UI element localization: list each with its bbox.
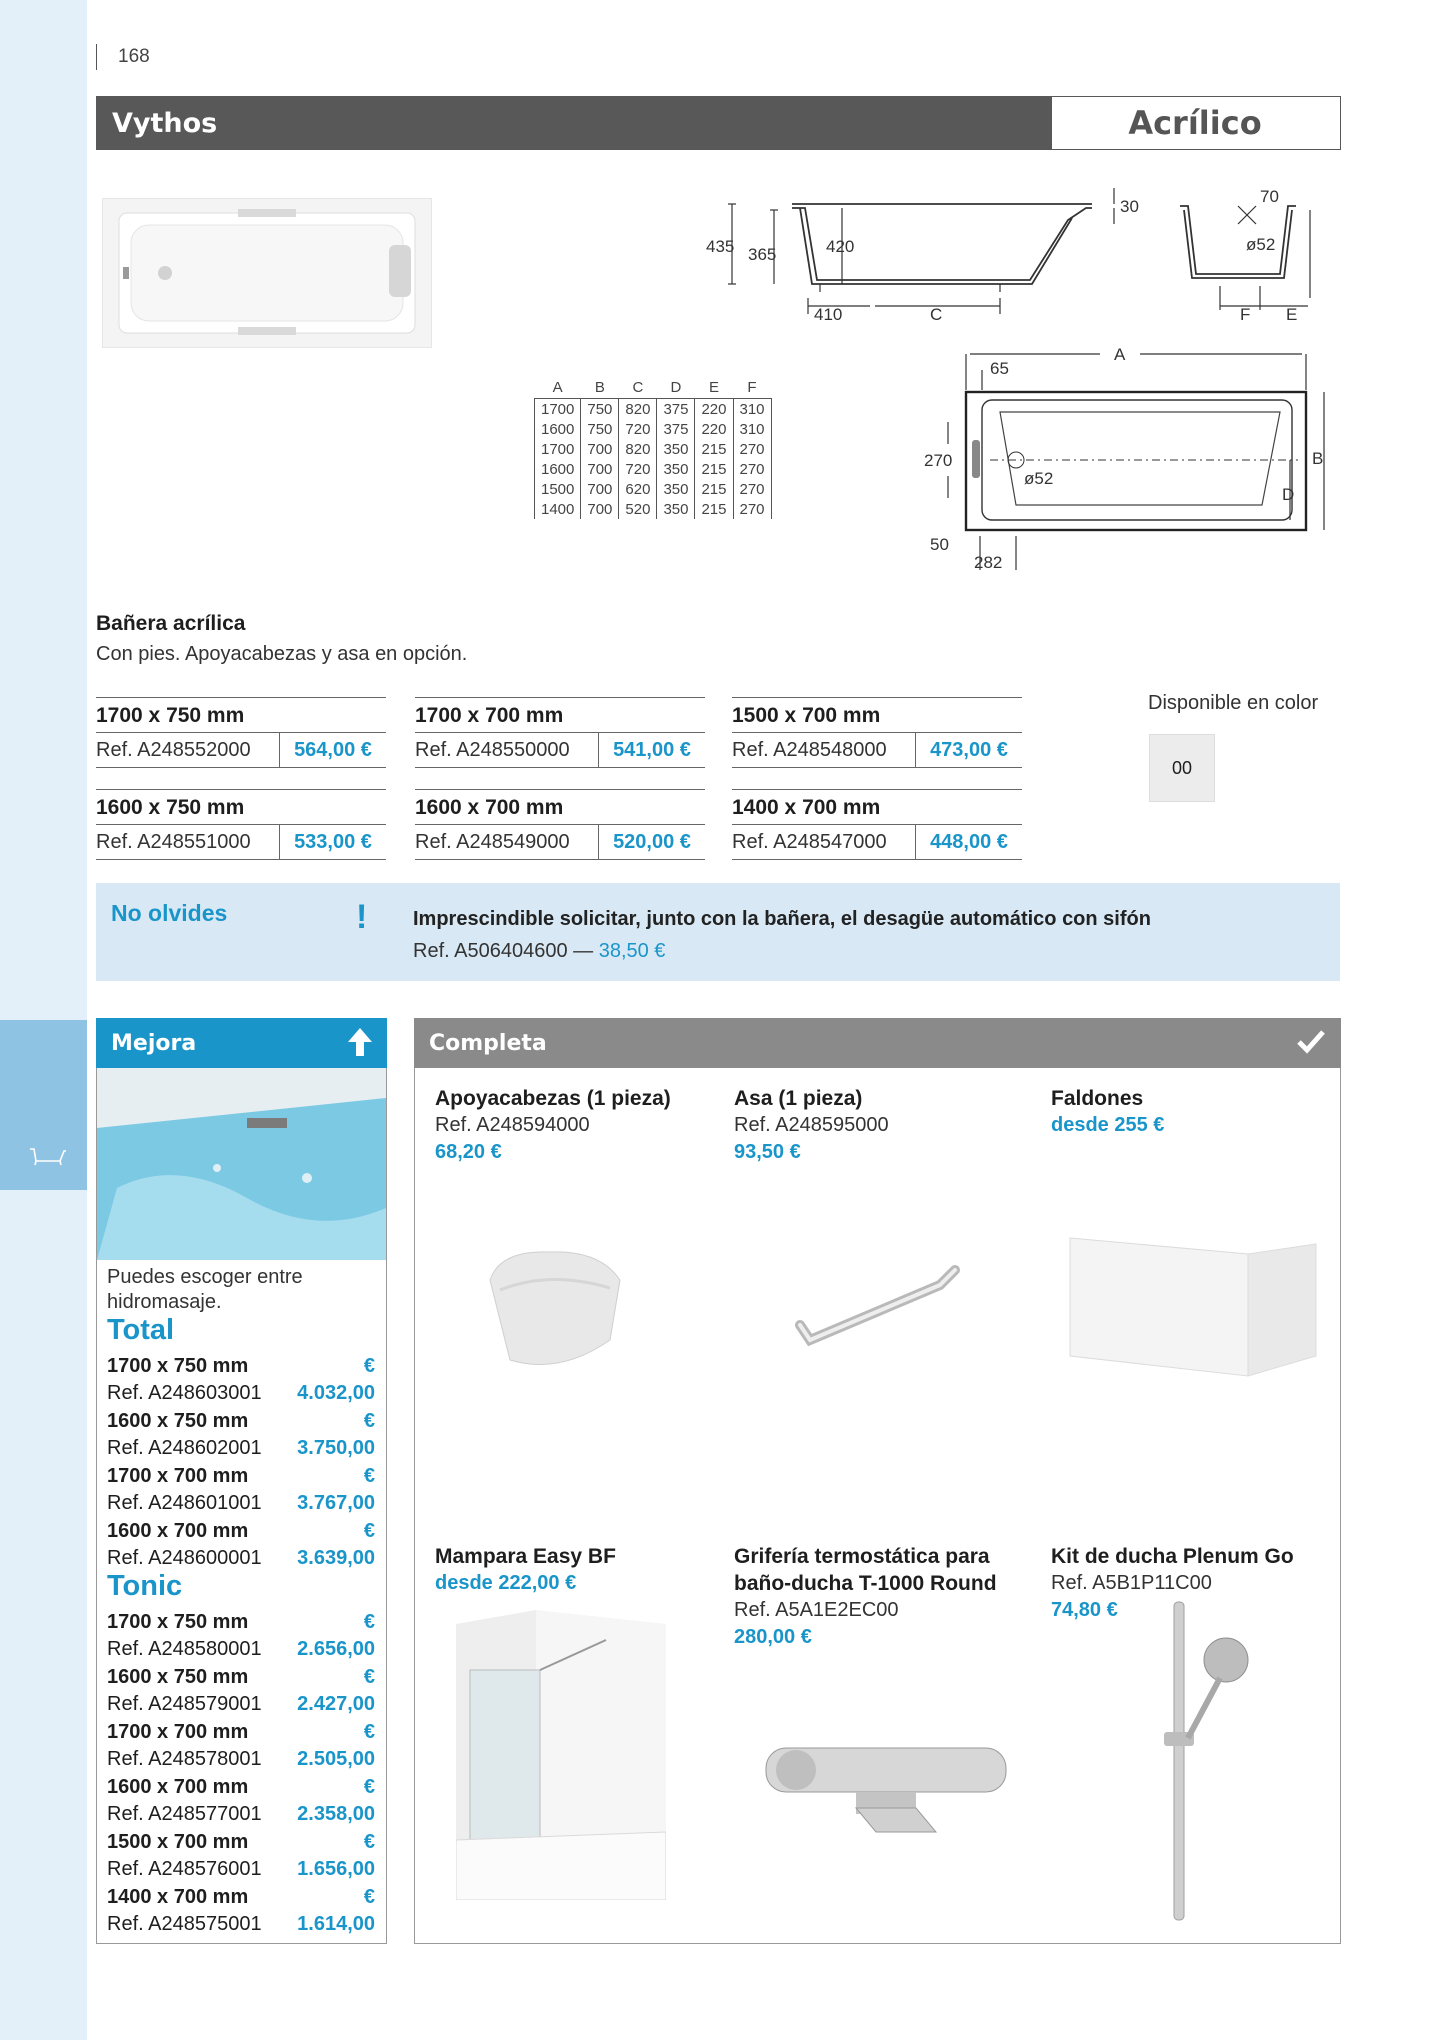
table-row	[535, 499, 772, 519]
table-row	[535, 459, 772, 479]
dim-label-f: F	[1240, 305, 1251, 324]
accessory-price: 74,80 €	[1051, 1599, 1118, 1621]
bathtub-icon	[28, 1145, 68, 1167]
headrest-photo	[480, 1240, 630, 1375]
list-item: Ref. A248603001 4.032,00	[107, 1382, 375, 1404]
reminder-ref-code: Ref. A506404600 —	[413, 940, 594, 962]
dim-label-365: 365	[748, 245, 777, 264]
table-cell: 375	[657, 419, 695, 439]
price-value: 533,00 €	[294, 830, 372, 853]
accessory-ref: Ref. A5B1P11C00	[1051, 1572, 1212, 1594]
bathtub-photo	[102, 198, 432, 348]
table-cell: 215	[695, 439, 733, 459]
grab-handle-photo	[790, 1255, 970, 1355]
list-item: Ref. A248576001 1.656,00	[107, 1858, 375, 1880]
dim-label-70: 70	[1260, 187, 1279, 206]
hydromassage-photo	[97, 1068, 386, 1260]
list-item: 1600 x 700 mm €	[107, 1776, 375, 1798]
price-block	[732, 697, 1022, 768]
dim-label-65: 65	[990, 359, 1009, 378]
list-item: 1600 x 700 mm €	[107, 1520, 375, 1542]
accessory-price: 280,00 €	[734, 1626, 812, 1648]
table-row	[535, 419, 772, 439]
accessory-ref: Ref. A5A1E2EC00	[734, 1599, 899, 1621]
upgrade-intro: Puedes escoger entre hidromasaje.	[107, 1266, 303, 1313]
reminder-band	[96, 883, 1340, 981]
accessory-screen[interactable]	[435, 1543, 715, 1597]
list-item: 1700 x 750 mm €	[107, 1355, 375, 1377]
accessory-name: Asa (1 pieza)	[734, 1087, 863, 1110]
table-cell: 310	[733, 419, 771, 439]
price-ref: Ref. A248549000	[415, 825, 599, 859]
list-item: 1700 x 750 mm €	[107, 1611, 375, 1633]
price-size: 1500 x 700 mm	[732, 697, 1022, 732]
table-cell: 700	[581, 499, 619, 519]
accessory-price: 68,20 €	[435, 1141, 502, 1163]
table-cell: 350	[657, 439, 695, 459]
dim-header-b: B	[594, 378, 605, 396]
accessory-name: Kit de ducha Plenum Go	[1051, 1545, 1294, 1568]
dim-label-drain: ø52	[1246, 235, 1276, 254]
price-size: 1600 x 750 mm	[96, 789, 386, 824]
dim-label-c: C	[930, 305, 943, 324]
price-size: 1600 x 700 mm	[415, 789, 705, 824]
table-cell: 1700	[535, 439, 581, 459]
title-band	[96, 96, 1052, 150]
dim-label-plan-drain: ø52	[1024, 469, 1054, 488]
dim-header-a: A	[552, 378, 563, 396]
accessory-panels[interactable]	[1051, 1085, 1331, 1139]
list-item: Ref. A248580001 2.656,00	[107, 1638, 375, 1660]
price-ref: Ref. A248551000	[96, 825, 280, 859]
bath-panels-photo	[1068, 1236, 1318, 1381]
dim-label-d: D	[1282, 485, 1295, 504]
table-cell: 270	[733, 459, 771, 479]
table-cell: 375	[657, 399, 695, 420]
table-cell: 215	[695, 459, 733, 479]
shower-screen-photo	[456, 1610, 666, 1900]
arrow-up-icon	[346, 1026, 374, 1058]
table-cell: 1500	[535, 479, 581, 499]
dim-label-50: 50	[930, 535, 949, 554]
dim-header-d: D	[670, 378, 682, 396]
accessory-name: Faldones	[1051, 1087, 1144, 1110]
table-cell: 270	[733, 479, 771, 499]
dim-label-282: 282	[974, 553, 1003, 572]
upgrade-group-total: Total	[107, 1314, 175, 1346]
price-ref: Ref. A248547000	[732, 825, 916, 859]
table-cell: 620	[619, 479, 657, 499]
price-ref: Ref. A248548000	[732, 733, 916, 767]
dim-label-420: 420	[826, 237, 855, 256]
dim-label-270: 270	[924, 451, 953, 470]
product-description: Con pies. Apoyacabezas y asa en opción.	[96, 643, 468, 665]
plan-view-drawing	[920, 340, 1340, 580]
price-value: 541,00 €	[613, 738, 691, 761]
table-cell: 720	[619, 419, 657, 439]
accessory-name: Mampara Easy BF	[435, 1545, 616, 1568]
material-label: Acrílico	[1128, 104, 1262, 142]
list-item: Ref. A248600001 3.639,00	[107, 1547, 375, 1569]
table-cell: 700	[581, 479, 619, 499]
list-item: 1400 x 700 mm €	[107, 1886, 375, 1908]
list-item: 1500 x 700 mm €	[107, 1831, 375, 1853]
side-section-drawing	[700, 180, 1340, 335]
table-cell: 1400	[535, 499, 581, 519]
price-size: 1700 x 750 mm	[96, 697, 386, 732]
accessory-ref: Ref. A248594000	[435, 1114, 590, 1136]
list-item: 1600 x 750 mm €	[107, 1410, 375, 1432]
table-cell: 350	[657, 499, 695, 519]
list-item: 1600 x 750 mm €	[107, 1666, 375, 1688]
accessory-name: Apoyacabezas (1 pieza)	[435, 1087, 671, 1110]
table-cell: 270	[733, 439, 771, 459]
price-block	[732, 789, 1022, 860]
price-ref: Ref. A248552000	[96, 733, 280, 767]
table-cell: 700	[581, 459, 619, 479]
price-value: 564,00 €	[294, 738, 372, 761]
price-value: 473,00 €	[930, 738, 1008, 761]
color-swatch[interactable]: 00	[1149, 734, 1215, 802]
page-number: 168	[118, 46, 150, 67]
table-cell: 820	[619, 399, 657, 420]
table-cell: 310	[733, 399, 771, 420]
checkmark-icon	[1296, 1028, 1326, 1054]
price-block	[96, 697, 386, 768]
table-cell: 1700	[535, 399, 581, 420]
dimensions-table	[534, 376, 772, 519]
list-item: Ref. A248577001 2.358,00	[107, 1803, 375, 1825]
price-value: 448,00 €	[930, 830, 1008, 853]
color-availability-label: Disponible en color	[1148, 692, 1319, 714]
product-name: Bañera acrílica	[96, 612, 246, 635]
thermostatic-mixer-photo	[746, 1708, 1016, 1838]
dim-header-e: E	[708, 378, 719, 396]
accessory-price: 93,50 €	[734, 1141, 801, 1163]
price-size: 1700 x 700 mm	[415, 697, 705, 732]
table-cell: 215	[695, 479, 733, 499]
price-block	[96, 789, 386, 860]
table-cell: 750	[581, 399, 619, 420]
list-item: Ref. A248578001 2.505,00	[107, 1748, 375, 1770]
table-row	[535, 399, 772, 420]
accessory-headrest[interactable]	[435, 1085, 715, 1166]
table-cell: 750	[581, 419, 619, 439]
dim-label-30: 30	[1120, 197, 1139, 216]
table-cell: 1600	[535, 459, 581, 479]
dim-header-c: C	[632, 378, 644, 396]
upgrade-title: Mejora	[111, 1031, 197, 1056]
table-cell: 215	[695, 499, 733, 519]
price-size: 1400 x 700 mm	[732, 789, 1022, 824]
accessory-ref: Ref. A248595000	[734, 1114, 889, 1136]
list-item: Ref. A248601001 3.767,00	[107, 1492, 375, 1514]
accessory-name: Grifería termostática para baño-ducha T-1000 Round	[734, 1545, 997, 1595]
list-item: Ref. A248602001 3.750,00	[107, 1437, 375, 1459]
price-value: 520,00 €	[613, 830, 691, 853]
list-item: 1700 x 700 mm €	[107, 1721, 375, 1743]
list-item: Ref. A248579001 2.427,00	[107, 1693, 375, 1715]
accessories-title: Completa	[429, 1031, 547, 1056]
table-cell: 270	[733, 499, 771, 519]
reminder-price: 38,50 €	[598, 940, 666, 962]
accessories-header	[414, 1018, 1341, 1068]
table-cell: 820	[619, 439, 657, 459]
exclamation-icon: !	[356, 898, 368, 936]
table-cell: 720	[619, 459, 657, 479]
dim-label-e: E	[1286, 305, 1298, 324]
dim-label-435: 435	[706, 237, 735, 256]
list-item: 1700 x 700 mm €	[107, 1465, 375, 1487]
shower-kit-photo	[1150, 1598, 1260, 1928]
table-cell: 220	[695, 419, 733, 439]
table-cell: 700	[581, 439, 619, 459]
upgrade-group-tonic: Tonic	[107, 1570, 183, 1602]
accessory-price: desde 222,00 €	[435, 1572, 577, 1594]
table-cell: 350	[657, 459, 695, 479]
page-number-divider	[96, 44, 97, 70]
price-block	[415, 697, 705, 768]
accessory-handle[interactable]	[734, 1085, 1014, 1166]
table-cell: 1600	[535, 419, 581, 439]
price-ref: Ref. A248550000	[415, 733, 599, 767]
table-cell: 520	[619, 499, 657, 519]
dim-header-f: F	[747, 378, 757, 396]
table-cell: 350	[657, 479, 695, 499]
product-title: Vythos	[112, 108, 218, 139]
accessory-thermostatic-mixer[interactable]	[734, 1543, 1024, 1651]
price-block	[415, 789, 705, 860]
dim-label-b: B	[1312, 449, 1324, 468]
reminder-ref	[413, 940, 665, 963]
table-row	[535, 439, 772, 459]
table-cell: 220	[695, 399, 733, 420]
reminder-text: Imprescindible solicitar, junto con la bañera, el desagüe automático con sifón	[413, 908, 1151, 930]
dim-label-410: 410	[814, 305, 843, 324]
table-row	[535, 479, 772, 499]
list-item: Ref. A248575001 1.614,00	[107, 1913, 375, 1935]
dim-label-a: A	[1114, 345, 1126, 364]
accessory-price: desde 255 €	[1051, 1114, 1165, 1136]
reminder-title: No olvides	[111, 900, 228, 926]
